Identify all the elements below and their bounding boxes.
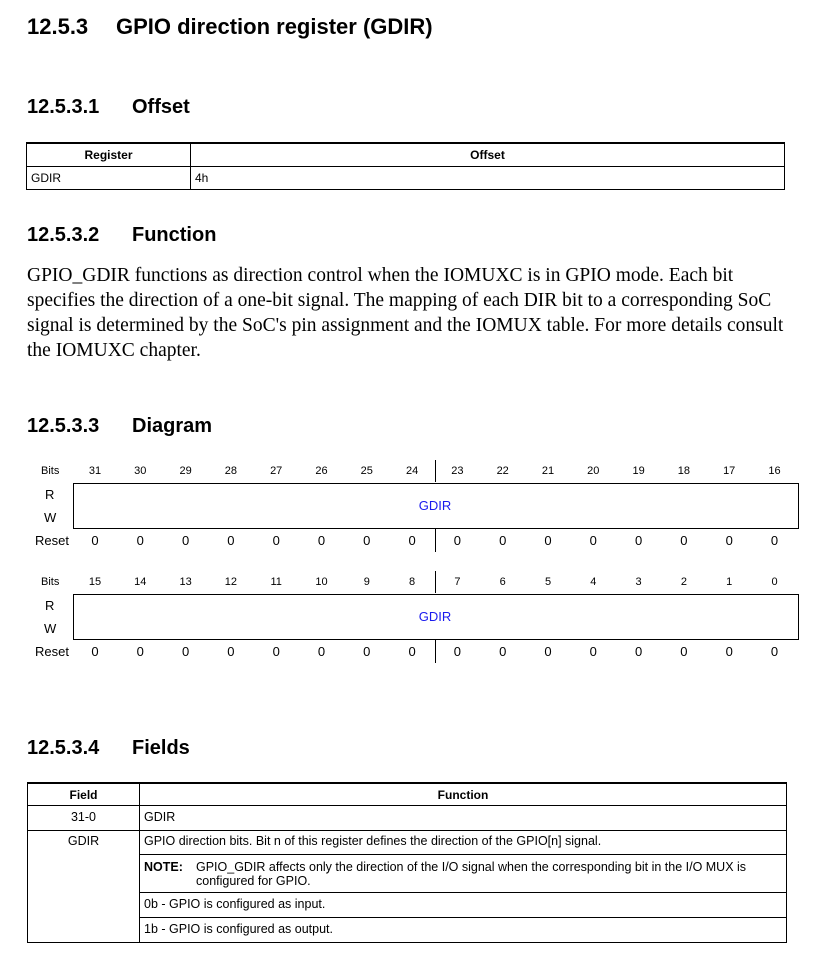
reset-value: 0	[453, 644, 461, 659]
section-heading	[27, 14, 433, 40]
bit-number: 4	[590, 576, 597, 588]
reset-value: 0	[363, 644, 371, 659]
fields-heading	[27, 737, 190, 760]
function-title: Function	[132, 224, 217, 246]
reset-value: 0	[770, 644, 779, 659]
reset-value: 0	[770, 533, 779, 548]
bit-number: 24	[405, 465, 419, 477]
diagram-title: Diagram	[132, 415, 213, 437]
w-label-lower: W	[44, 621, 57, 636]
bit-number: 20	[587, 465, 600, 477]
bit-number: 23	[451, 465, 464, 477]
header-offset: Offset	[191, 143, 785, 167]
reset-value: 0	[91, 533, 99, 548]
cell-register: GDIR	[27, 167, 191, 190]
table-row	[28, 806, 787, 831]
table-row	[27, 167, 785, 190]
byte-divider	[435, 529, 436, 552]
bit-number: 28	[224, 465, 238, 477]
bit-number: 13	[179, 576, 192, 588]
reset-value: 0	[136, 533, 144, 548]
bit-number: 16	[768, 465, 781, 477]
fields-table	[27, 782, 787, 943]
offset-heading	[27, 96, 190, 119]
cell-note	[140, 855, 787, 893]
section-title: GPIO direction register (GDIR)	[116, 14, 433, 39]
fields-number: 12.5.3.4	[27, 737, 100, 759]
fields-table-header	[28, 783, 787, 806]
note-text: GPIO_GDIR affects only the direction of the I/O signal when the corresponding bit in the I/O MUX is configured for GPIO.	[196, 860, 747, 888]
reset-value: 0	[408, 533, 416, 548]
bit-number: 9	[363, 576, 370, 588]
reset-value: 0	[227, 644, 235, 659]
diagram-number: 12.5.3.3	[27, 415, 100, 437]
field-gdir-upper: GDIR	[418, 498, 452, 513]
bit-number: 25	[360, 465, 373, 477]
reset-label-upper: Reset	[35, 533, 69, 548]
cell-value-0: 0b - GPIO is configured as input.	[140, 893, 787, 918]
bit-number: 8	[409, 576, 416, 588]
table-row	[28, 831, 787, 855]
note-label: NOTE:	[144, 860, 183, 874]
reset-value: 0	[453, 533, 461, 548]
bit-number: 18	[677, 465, 691, 477]
bit-number: 11	[270, 576, 282, 588]
reset-value: 0	[634, 533, 643, 548]
bit-number: 29	[179, 465, 192, 477]
reset-value: 0	[544, 533, 552, 548]
section-number: 12.5.3	[27, 14, 89, 39]
fields-title: Fields	[132, 737, 190, 759]
table-row	[28, 855, 787, 893]
bit-number: 7	[454, 576, 461, 588]
bits-label-lower: Bits	[41, 576, 60, 588]
w-label-upper: W	[44, 510, 57, 525]
cell-description: GPIO direction bits. Bit n of this register defines the direction of the GPIO[n] signal.	[140, 831, 787, 855]
bit-number: 19	[632, 465, 645, 477]
offset-title: Offset	[132, 96, 190, 118]
bit-number: 6	[499, 576, 506, 588]
function-number: 12.5.3.2	[27, 224, 100, 246]
reset-value: 0	[499, 644, 507, 659]
header-register: Register	[27, 143, 191, 167]
reset-value: 0	[317, 533, 326, 548]
header-field: Field	[28, 783, 140, 806]
cell-field-name: GDIR	[28, 831, 140, 943]
reset-value: 0	[181, 533, 190, 548]
reset-value: 0	[634, 644, 643, 659]
function-heading	[27, 224, 216, 247]
bit-number: 2	[680, 576, 687, 588]
reset-value: 0	[227, 533, 235, 548]
table-row	[28, 918, 787, 943]
reset-value: 0	[589, 533, 597, 548]
bit-number: 26	[315, 465, 328, 477]
cell-offset: 4h	[191, 167, 785, 190]
reset-value: 0	[181, 644, 190, 659]
offset-table-header	[27, 143, 785, 167]
diagram-heading	[27, 415, 212, 438]
r-label-lower: R	[45, 598, 55, 613]
bit-number: 1	[726, 576, 733, 588]
offset-table	[26, 142, 785, 190]
bits-label-upper: Bits	[41, 465, 60, 477]
table-row	[28, 893, 787, 918]
r-label-upper: R	[45, 487, 55, 502]
reset-value: 0	[272, 533, 280, 548]
function-paragraph: GPIO_GDIR functions as direction control when the IOMUXC is in GPIO mode. Each bit specifies the direction of a one-bit signal. The mapping of each DIR bit to a corresponding SoC signal is determined by the SoC's pin assignment and the IOMUX table. For more details consult the IOMUXC chapter.	[27, 265, 784, 361]
reset-value: 0	[680, 644, 688, 659]
reset-value: 0	[272, 644, 280, 659]
byte-divider	[435, 460, 436, 482]
bit-number: 10	[315, 576, 328, 588]
reset-value: 0	[725, 533, 733, 548]
offset-number: 12.5.3.1	[27, 96, 100, 118]
reset-value: 0	[91, 644, 99, 659]
bit-number: 0	[771, 576, 778, 588]
bit-number: 17	[723, 465, 736, 477]
bit-number: 31	[88, 465, 102, 477]
reset-value: 0	[499, 533, 507, 548]
byte-divider	[435, 640, 436, 663]
header-function: Function	[140, 783, 787, 806]
reset-value: 0	[408, 644, 416, 659]
bit-number: 5	[544, 576, 552, 588]
reset-value: 0	[363, 533, 371, 548]
reset-label-lower: Reset	[35, 644, 69, 659]
bit-number: 12	[224, 576, 238, 588]
bit-number: 15	[88, 576, 102, 588]
reset-value: 0	[725, 644, 733, 659]
cell-value-1: 1b - GPIO is configured as output.	[140, 918, 787, 943]
cell-func-title: GDIR	[140, 806, 787, 831]
bit-number: 21	[541, 465, 555, 477]
byte-divider	[435, 571, 436, 593]
reset-value: 0	[136, 644, 144, 659]
reset-value: 0	[317, 644, 326, 659]
cell-bits: 31-0	[28, 806, 140, 831]
bit-number: 22	[496, 465, 509, 477]
bit-number: 14	[134, 576, 147, 588]
reset-value: 0	[589, 644, 597, 659]
field-gdir-lower: GDIR	[418, 609, 452, 624]
reset-value: 0	[544, 644, 552, 659]
bit-number: 27	[270, 465, 283, 477]
bit-number: 3	[635, 576, 642, 588]
reset-value: 0	[680, 533, 688, 548]
bit-number: 30	[134, 465, 147, 477]
